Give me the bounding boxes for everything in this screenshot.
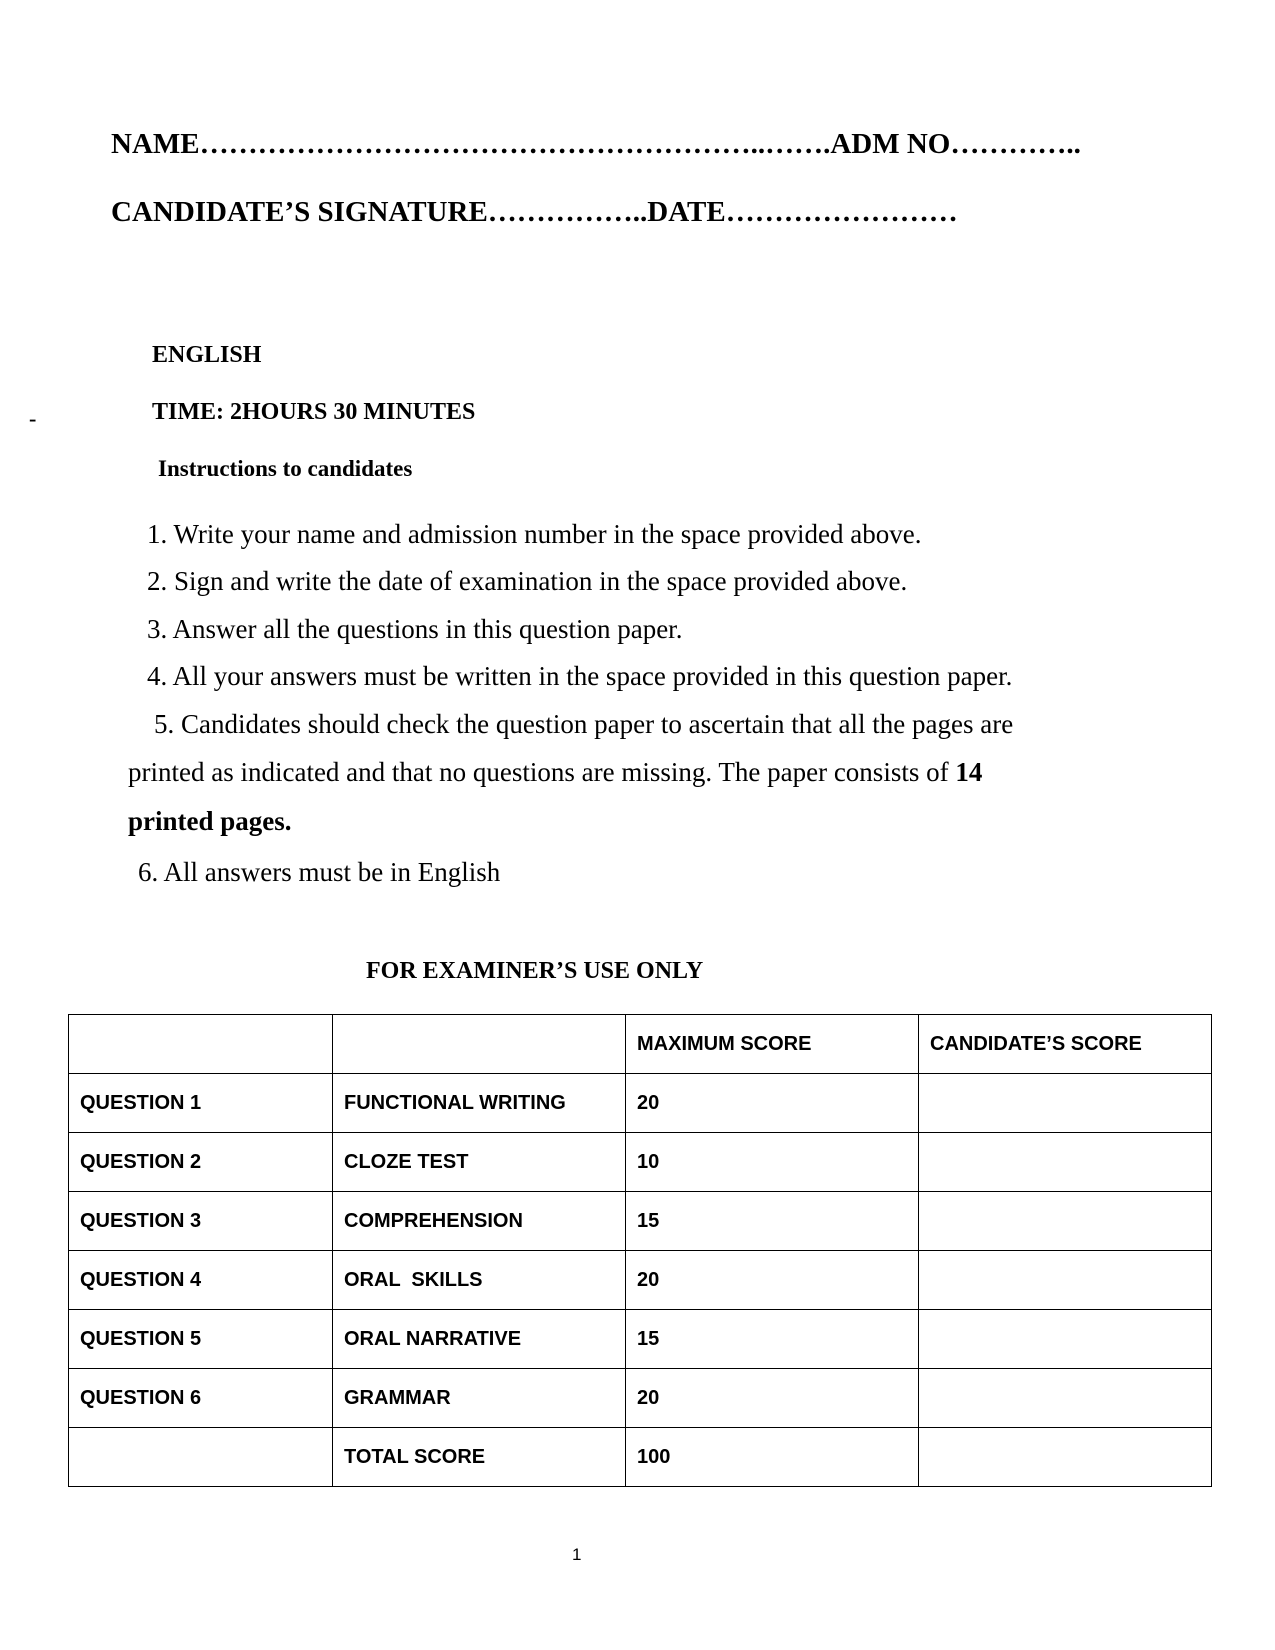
question-cell: QUESTION 2 (69, 1133, 333, 1192)
candidate-score-cell[interactable] (919, 1192, 1212, 1251)
section-cell: ORAL NARRATIVE (333, 1310, 626, 1369)
question-cell: QUESTION 6 (69, 1369, 333, 1428)
header-cell-candidate-score: CANDIDATE’S SCORE (919, 1015, 1212, 1074)
max-score-cell: 20 (626, 1251, 919, 1310)
instruction-2: 2. Sign and write the date of examination in the space provided above. (147, 566, 908, 596)
table-header-row (69, 1015, 1212, 1074)
page-number: 1 (572, 1545, 582, 1564)
score-table (68, 1014, 1212, 1487)
question-cell: QUESTION 5 (69, 1310, 333, 1369)
max-score-cell: 15 (626, 1310, 919, 1369)
time-allowed: TIME: 2HOURS 30 MINUTES (152, 399, 476, 425)
signature-date-line: CANDIDATE’S SIGNATURE……………..DATE…………………… (111, 196, 958, 228)
total-label-cell: TOTAL SCORE (333, 1428, 626, 1487)
max-score-cell: 10 (626, 1133, 919, 1192)
instruction-4: 4. All your answers must be written in the space provided in this question paper. (147, 661, 1013, 691)
header-cell (69, 1015, 333, 1074)
instructions-heading: Instructions to candidates (158, 456, 413, 481)
question-cell (69, 1428, 333, 1487)
total-max-score-cell: 100 (626, 1428, 919, 1487)
table-row (69, 1251, 1212, 1310)
instruction-3: 3. Answer all the questions in this question paper. (147, 614, 683, 644)
candidate-score-cell[interactable] (919, 1074, 1212, 1133)
section-cell: FUNCTIONAL WRITING (333, 1074, 626, 1133)
candidate-score-cell[interactable] (919, 1310, 1212, 1369)
subject-title: ENGLISH (152, 342, 262, 368)
section-cell: ORAL SKILLS (333, 1251, 626, 1310)
section-cell: GRAMMAR (333, 1369, 626, 1428)
instruction-5-line-3 (128, 806, 292, 837)
table-row (69, 1074, 1212, 1133)
table-row (69, 1192, 1212, 1251)
question-cell: QUESTION 4 (69, 1251, 333, 1310)
total-row (69, 1428, 1212, 1487)
table-row (69, 1133, 1212, 1192)
header-cell (333, 1015, 626, 1074)
instruction-5-line-1: 5. Candidates should check the question paper to ascertain that all the pages are (154, 709, 1014, 739)
header-cell-maximum-score: MAXIMUM SCORE (626, 1015, 919, 1074)
table-row (69, 1369, 1212, 1428)
margin-mark: - (29, 406, 37, 431)
instruction-1: 1. Write your name and admission number in the space provided above. (147, 519, 922, 549)
question-cell: QUESTION 1 (69, 1074, 333, 1133)
section-cell: CLOZE TEST (333, 1133, 626, 1192)
table-row (69, 1310, 1212, 1369)
candidate-score-cell[interactable] (919, 1133, 1212, 1192)
section-cell: COMPREHENSION (333, 1192, 626, 1251)
max-score-cell: 20 (626, 1074, 919, 1133)
name-adm-line: NAME…………………………………………………..…….ADM NO………….. (111, 128, 1081, 160)
max-score-cell: 20 (626, 1369, 919, 1428)
page-count: 14 (955, 757, 983, 787)
instruction-5-text: printed as indicated and that no questions are missing. The paper consists of (128, 757, 949, 787)
examiner-section-title: FOR EXAMINER’S USE ONLY (366, 958, 704, 984)
total-candidate-score-cell[interactable] (919, 1428, 1212, 1487)
printed-pages-text: printed pages. (128, 806, 292, 836)
question-cell: QUESTION 3 (69, 1192, 333, 1251)
candidate-score-cell[interactable] (919, 1251, 1212, 1310)
candidate-score-cell[interactable] (919, 1369, 1212, 1428)
max-score-cell: 15 (626, 1192, 919, 1251)
instruction-5-line-2 (128, 757, 982, 788)
instruction-6: 6. All answers must be in English (138, 857, 501, 887)
